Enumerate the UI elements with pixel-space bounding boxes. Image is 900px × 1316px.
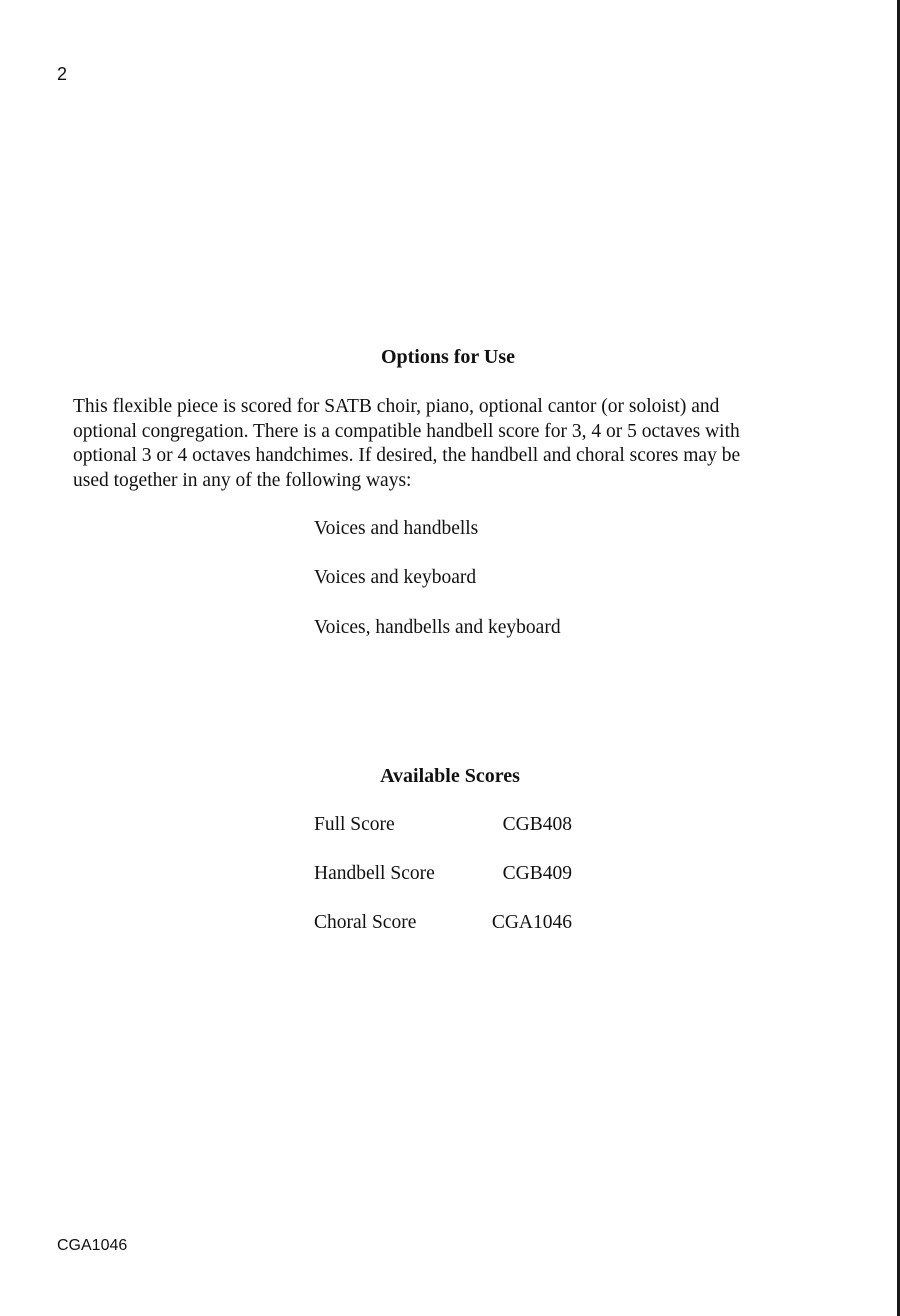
score-name: Full Score [314, 814, 395, 835]
score-code: CGB408 [502, 814, 572, 835]
score-code: CGA1046 [491, 912, 572, 933]
paragraph-line: This flexible piece is scored for SATB choir, piano, optional cantor (or soloist) and [73, 396, 720, 417]
option-voices-handbells: Voices and handbells [314, 518, 479, 539]
paragraph-line: used together in any of the following ways: [73, 469, 412, 491]
paragraph-line: optional congregation. There is a compatible handbell score for 3, 4 or 5 octaves with [73, 420, 740, 442]
score-row-handbell [314, 862, 574, 886]
page-number: 2 [57, 64, 68, 84]
score-code: CGB409 [502, 863, 572, 884]
options-paragraph [73, 395, 833, 493]
footer-catalog-code: CGA1046 [57, 1237, 128, 1254]
scores-heading: Available Scores [380, 765, 520, 787]
score-row-full [314, 813, 574, 837]
score-name: Handbell Score [314, 863, 435, 884]
options-heading: Options for Use [380, 346, 516, 368]
option-voices-handbells-keyboard: Voices, handbells and keyboard [314, 617, 561, 638]
option-voices-keyboard: Voices and keyboard [314, 567, 477, 588]
score-row-choral [314, 911, 574, 935]
score-name: Choral Score [314, 912, 417, 933]
paragraph-line: optional 3 or 4 octaves handchimes. If desired, the handbell and choral scores may be [73, 445, 741, 466]
